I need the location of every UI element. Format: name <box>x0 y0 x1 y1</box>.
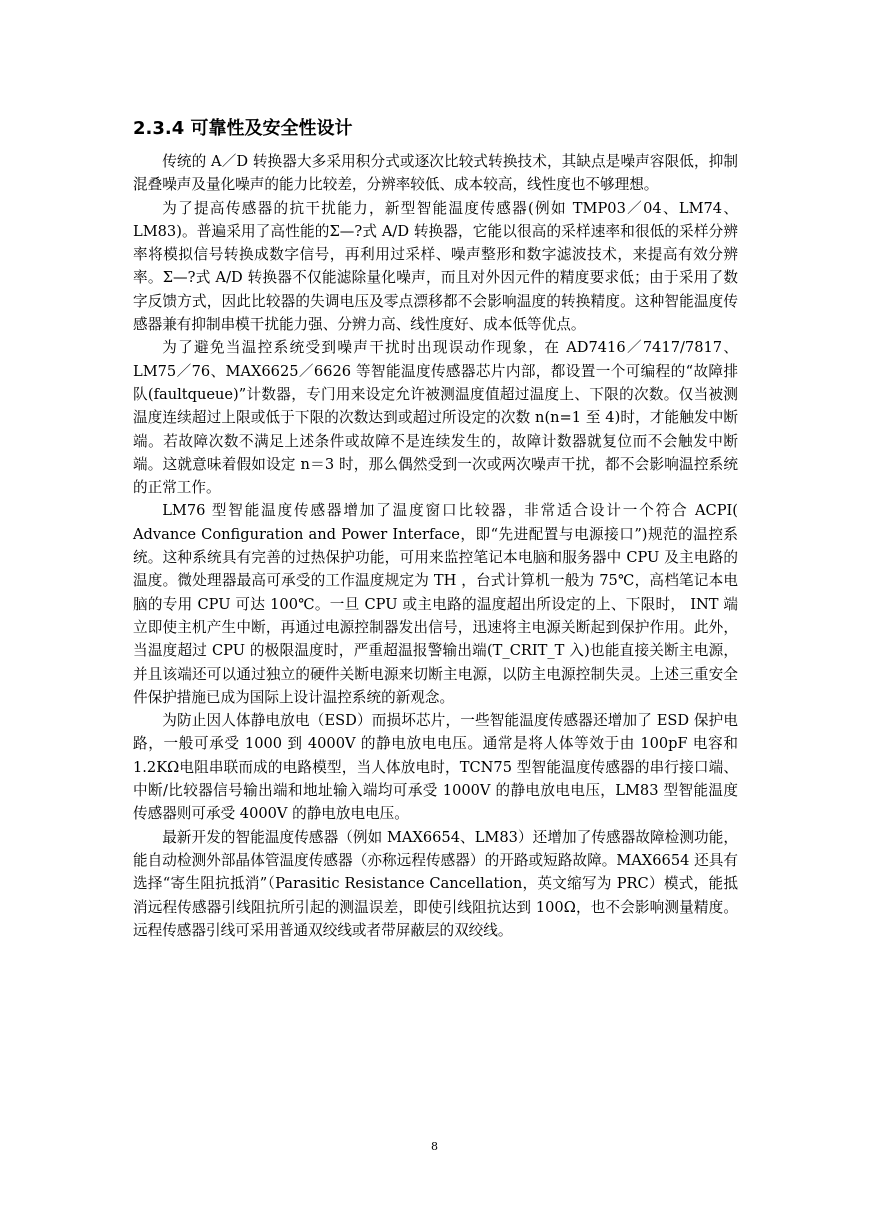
page-number: 8 <box>431 1140 438 1153</box>
paragraph-sigma-delta-adc: 为了提高传感器的抗干扰能力，新型智能温度传感器(例如 TMP03／04、LM74、LM83)。普遍采用了高性能的Σ—?式 A/D 转换器，它能以很高的采样速率和很低的采样分辨率将模拟信号转换成数字信号，再利用过采样、噪声整形和数字滤波技术，来提高有效分辨率。Σ—?式 A/D 转换器不仅能滤除量化噪声，而且对外因元件的精度要求低；由于采用了数字反馈方式，因此比较器的失调电压及零点漂移都不会影响温度的转换精度。这种智能温度传感器兼有抑制串模干扰能力强、分辨力高、线性度好、成本低等优点。 <box>133 199 738 334</box>
section-title: 2.3.4 可靠性及安全性设计 <box>133 118 353 139</box>
body-text <box>133 150 738 942</box>
paragraph-lm76-acpi: LM76 型智能温度传感器增加了温度窗口比较器，非常适合设计一个符合 ACPI( Advance Configuration and Power Interface，即“先进配置与电源接口”)规范的温控系统。这种系统具有完善的过热保护功能，可用来监控笔记本电脑和服务器中 CPU 及主电路的温度。微处理器最高可承受的工作温度规定为 TH ，台式计算机一般为 75℃，高档笔记本电脑的专用 CPU 可达 100℃。一旦 CPU 或主电路的温度超出所设定的上、下限时， INT 端立即使主机产生中断，再通过电源控制器发出信号，迅速将主电源关断起到保护作用。此外，当温度超过 CPU 的极限温度时，严重超温报警输出端(T_CRIT_T 入)也能直接关断主电源，并且该端还可以通过独立的硬件关断电源来切断主电源，以防主电源控制失灵。上述三重安全件保护措施已成为国际上设计温控系统的新观念。 <box>133 502 738 706</box>
paragraph-esd-protection: 为防止因人体静电放电（ESD）而损坏芯片，一些智能温度传感器还增加了 ESD 保护电路，一般可承受 1000 到 4000V 的静电放电电压。通常是将人体等效于由 100pF 电容和 1.2KΩ电阻串联而成的电路模型，当人体放电时，TCN75 型智能温度传感器的串行接口端、中断/比较器信号输出端和地址输入端均可承受 1000V 的静电放电电压，LM83 型智能温度传感器则可承受 4000V 的静电放电电压。 <box>133 712 738 823</box>
paragraph-fault-detection: 最新开发的智能温度传感器（例如 MAX6654、LM83）还增加了传感器故障检测功能，能自动检测外部晶体管温度传感器（亦称远程传感器）的开路或短路故障。MAX6654 还具有选择“寄生阻抗抵消”（Parasitic Resistance Cancellation，英文缩写为 PRC）模式，能抵消远程传感器引线阻抗所引起的测温误差，即使引线阻抗达到 100Ω，也不会影响测量精度。远程传感器引线可采用普通双绞线或者带屏蔽层的双绞线。 <box>133 828 738 939</box>
paragraph-fault-queue: 为了避免当温控系统受到噪声干扰时出现误动作现象，在 AD7416／7417/7817、LM75／76、MAX6625／6626 等智能温度传感器芯片内部，都设置一个可编程的“故障排队(faultqueue)”计数器，专门用来设定允许被测温度值超过温度上、下限的次数。仅当被测温度连续超过上限或低于下限的次数达到或超过所设定的次数 n(n=1 至 4)时，才能触发中断端。若故障次数不满足上述条件或故障不是连续发生的，故障计数器就复位而不会触发中断端。这就意味着假如设定 n＝3 时，那么偶然受到一次或两次噪声干扰，都不会影响温控系统的正常工作。 <box>133 339 738 497</box>
paragraph-adc-drawbacks: 传统的 A／D 转换器大多采用积分式或逐次比较式转换技术，其缺点是噪声容限低，抑制混叠噪声及量化噪声的能力比较差，分辨率较低、成本较高，线性度也不够理想。 <box>133 153 738 194</box>
